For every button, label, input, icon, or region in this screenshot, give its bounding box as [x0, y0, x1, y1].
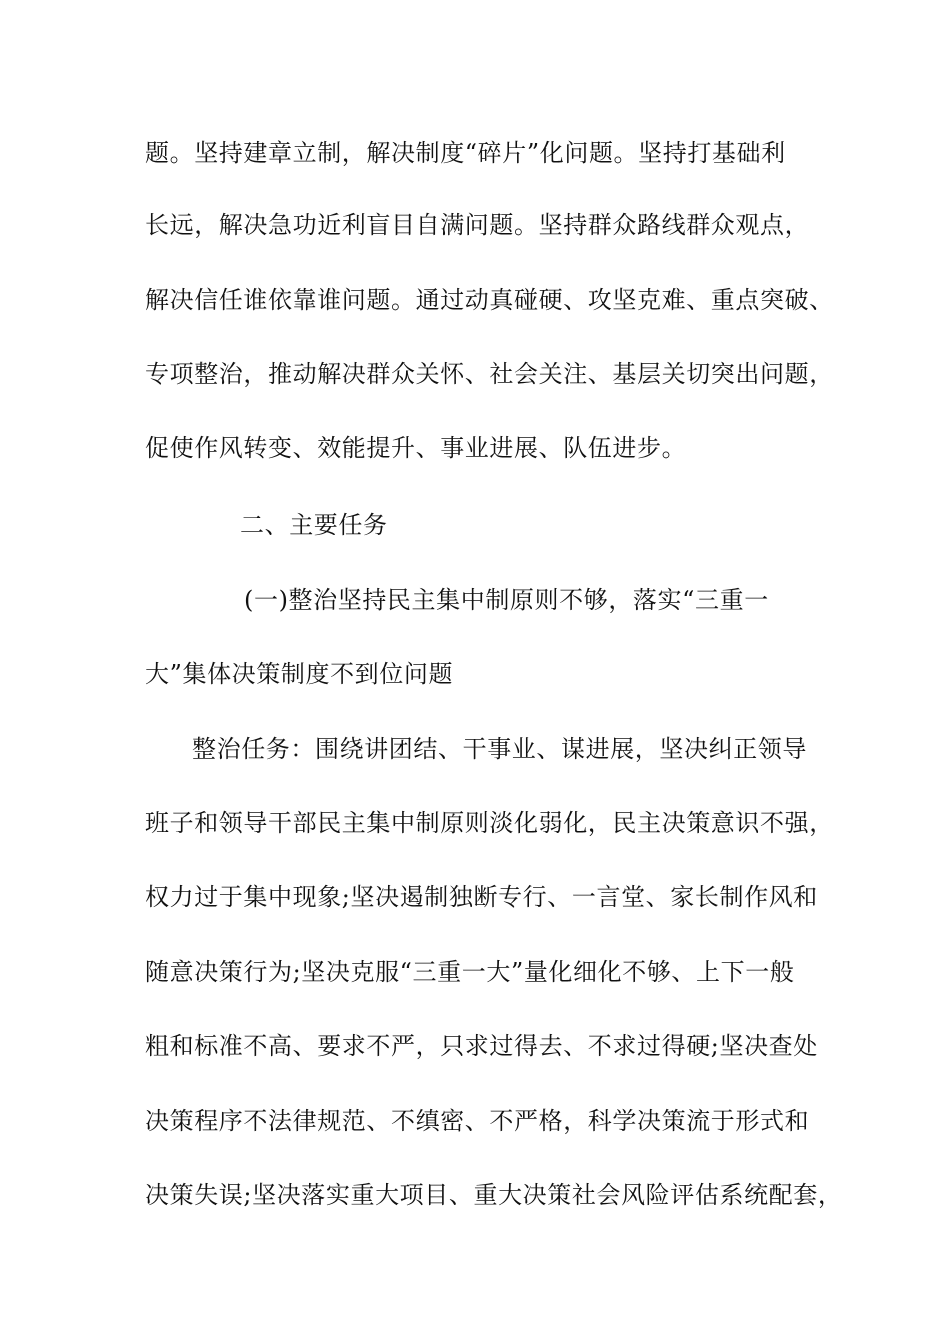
- section-heading-main-tasks: 二、主要任务: [240, 511, 388, 539]
- subheading-line-1: (一)整治坚持民主集中制原则不够，落实“三重一: [244, 586, 769, 614]
- task-paragraph-line-7: 决策失误;坚决落实重大项目、重大决策社会风险评估系统配套，: [145, 1181, 843, 1209]
- paragraph-line-3: 解决信任谁依靠谁问题。通过动真碰硬、攻坚克难、重点突破、: [145, 286, 834, 314]
- task-paragraph-line-5: 粗和标准不高、要求不严，只求过得去、不求过得硬;坚决查处: [145, 1032, 818, 1060]
- paragraph-line-5: 促使作风转变、效能提升、事业进展、队伍进步。: [145, 434, 687, 462]
- task-paragraph-line-4: 随意决策行为;坚决克服“三重一大”量化细化不够、上下一般: [145, 958, 795, 986]
- paragraph-line-2: 长远，解决急功近利盲目自满问题。坚持群众路线群众观点，: [145, 211, 810, 239]
- task-paragraph-line-1: 整治任务：围绕讲团结、干事业、谋进展，坚决纠正领导: [192, 735, 807, 763]
- paragraph-line-1: 题。坚持建章立制，解决制度“碎片”化问题。坚持打基础利: [145, 139, 786, 167]
- subheading-line-2: 大”集体决策制度不到位问题: [145, 660, 454, 688]
- paragraph-line-4: 专项整治，推动解决群众关怀、社会关注、基层关切突出问题，: [145, 360, 834, 388]
- task-paragraph-line-6: 决策程序不法律规范、不缜密、不严格，科学决策流于形式和: [145, 1107, 810, 1135]
- task-paragraph-line-2: 班子和领导干部民主集中制原则淡化弱化，民主决策意识不强，: [145, 809, 834, 837]
- task-paragraph-line-3: 权力过于集中现象;坚决遏制独断专行、一言堂、家长制作风和: [145, 883, 818, 911]
